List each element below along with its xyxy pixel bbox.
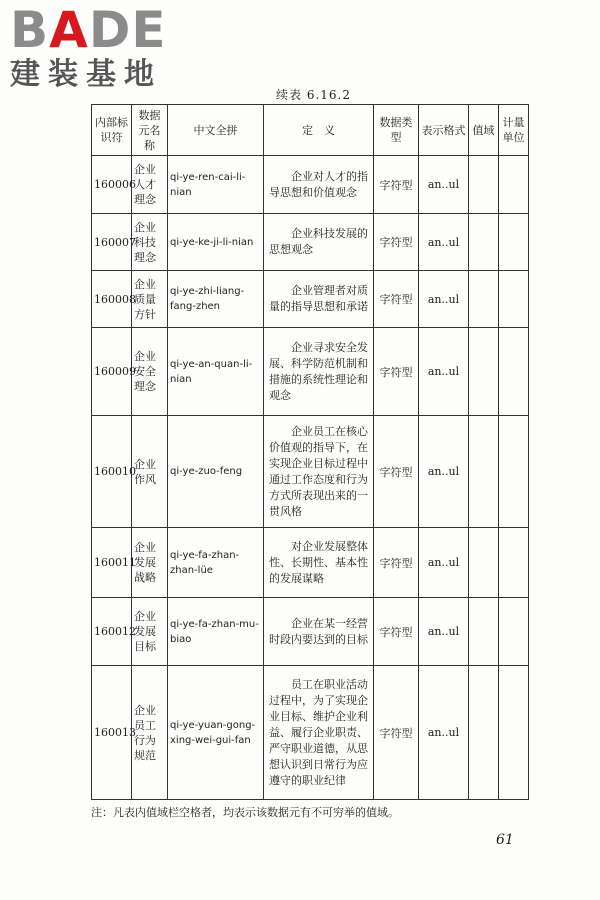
cell-format: an..ul [419,156,469,214]
cell-unit [499,328,529,416]
cell-name: 企业发展战略 [132,528,168,598]
cell-format: an..ul [419,598,469,666]
cell-domain [469,416,499,528]
cell-unit [499,528,529,598]
cell-unit [499,666,529,800]
cell-type: 字符型 [374,528,419,598]
cell-unit [499,271,529,328]
cell-code: 160013 [92,666,132,800]
cell-definition: 对企业发展整体性、长期性、基本性的发展谋略 [264,528,374,598]
table-row [92,271,529,328]
table-row [92,156,529,214]
header-definition: 定 义 [264,105,374,156]
cell-code: 160008 [92,271,132,328]
cell-pinyin: qi-ye-zhi-liang-fang-zhen [168,271,264,328]
cell-pinyin: qi-ye-fa-zhan-mu-biao [168,598,264,666]
cell-format: an..ul [419,416,469,528]
cell-domain [469,328,499,416]
cell-code: 160009 [92,328,132,416]
table-row [92,598,529,666]
logo-wordmark: BADE [10,1,167,59]
cell-name: 企业员工行为规范 [132,666,168,800]
cell-definition: 企业对人才的指导思想和价值观念 [264,156,374,214]
cell-code: 160011 [92,528,132,598]
cell-unit [499,598,529,666]
cell-name: 企业作风 [132,416,168,528]
cell-definition: 企业在某一经营时段内要达到的目标 [264,598,374,666]
cell-format: an..ul [419,271,469,328]
cell-name: 企业安全理念 [132,328,168,416]
cell-domain [469,271,499,328]
header-unit: 计量单位 [499,105,529,156]
header-type: 数据类型 [374,105,419,156]
table-header-row [92,105,529,156]
cell-type: 字符型 [374,666,419,800]
cell-domain [469,214,499,271]
cell-type: 字符型 [374,416,419,528]
table-row [92,528,529,598]
cell-type: 字符型 [374,271,419,328]
cell-format: an..ul [419,666,469,800]
header-domain: 值域 [469,105,499,156]
page-number: 61 [496,832,514,848]
data-element-table [91,104,529,800]
table-row [92,666,529,800]
cell-unit [499,416,529,528]
cell-unit [499,156,529,214]
table-row [92,214,529,271]
cell-definition: 企业寻求安全发展、科学防范机制和措施的系统性理论和观念 [264,328,374,416]
cell-name: 企业科技理念 [132,214,168,271]
cell-type: 字符型 [374,156,419,214]
table-title: 续表 6.16.2 [276,88,351,102]
cell-format: an..ul [419,528,469,598]
cell-domain [469,156,499,214]
cell-pinyin: qi-ye-fa-zhan-zhan-lüe [168,528,264,598]
cell-format: an..ul [419,328,469,416]
cell-definition: 企业员工在核心价值观的指导下，在实现企业目标过程中通过工作态度和行为方式所表现出来的一贯风格 [264,416,374,528]
cell-pinyin: qi-ye-ren-cai-li-nian [168,156,264,214]
header-code: 内部标识符 [92,105,132,156]
header-name: 数据元名称 [132,105,168,156]
cell-definition: 员工在职业活动过程中，为了实现企业目标、维护企业利益、履行企业职责、严守职业道德，从思想认识到日常行为应遵守的职业纪律 [264,666,374,800]
cell-name: 企业发展目标 [132,598,168,666]
cell-code: 160012 [92,598,132,666]
cell-unit [499,214,529,271]
cell-type: 字符型 [374,214,419,271]
cell-name: 企业质量方针 [132,271,168,328]
cell-code: 160006 [92,156,132,214]
cell-format: an..ul [419,214,469,271]
cell-type: 字符型 [374,328,419,416]
logo [10,1,167,92]
header-pinyin: 中文全拼 [168,105,264,156]
cell-code: 160010 [92,416,132,528]
table-row [92,328,529,416]
cell-type: 字符型 [374,598,419,666]
cell-domain [469,666,499,800]
logo-subtitle: 建装基地 [10,57,162,92]
header-format: 表示格式 [419,105,469,156]
cell-domain [469,528,499,598]
cell-pinyin: qi-ye-ke-ji-li-nian [168,214,264,271]
cell-definition: 企业科技发展的思想观念 [264,214,374,271]
cell-pinyin: qi-ye-yuan-gong-xing-wei-gui-fan [168,666,264,800]
cell-domain [469,598,499,666]
table-footnote: 注：凡表内值域栏空格者，均表示该数据元有不可穷举的值域。 [91,806,399,819]
cell-pinyin: qi-ye-an-quan-li-nian [168,328,264,416]
cell-pinyin: qi-ye-zuo-feng [168,416,264,528]
table-row [92,416,529,528]
cell-name: 企业人才理念 [132,156,168,214]
cell-definition: 企业管理者对质量的指导思想和承诺 [264,271,374,328]
cell-code: 160007 [92,214,132,271]
